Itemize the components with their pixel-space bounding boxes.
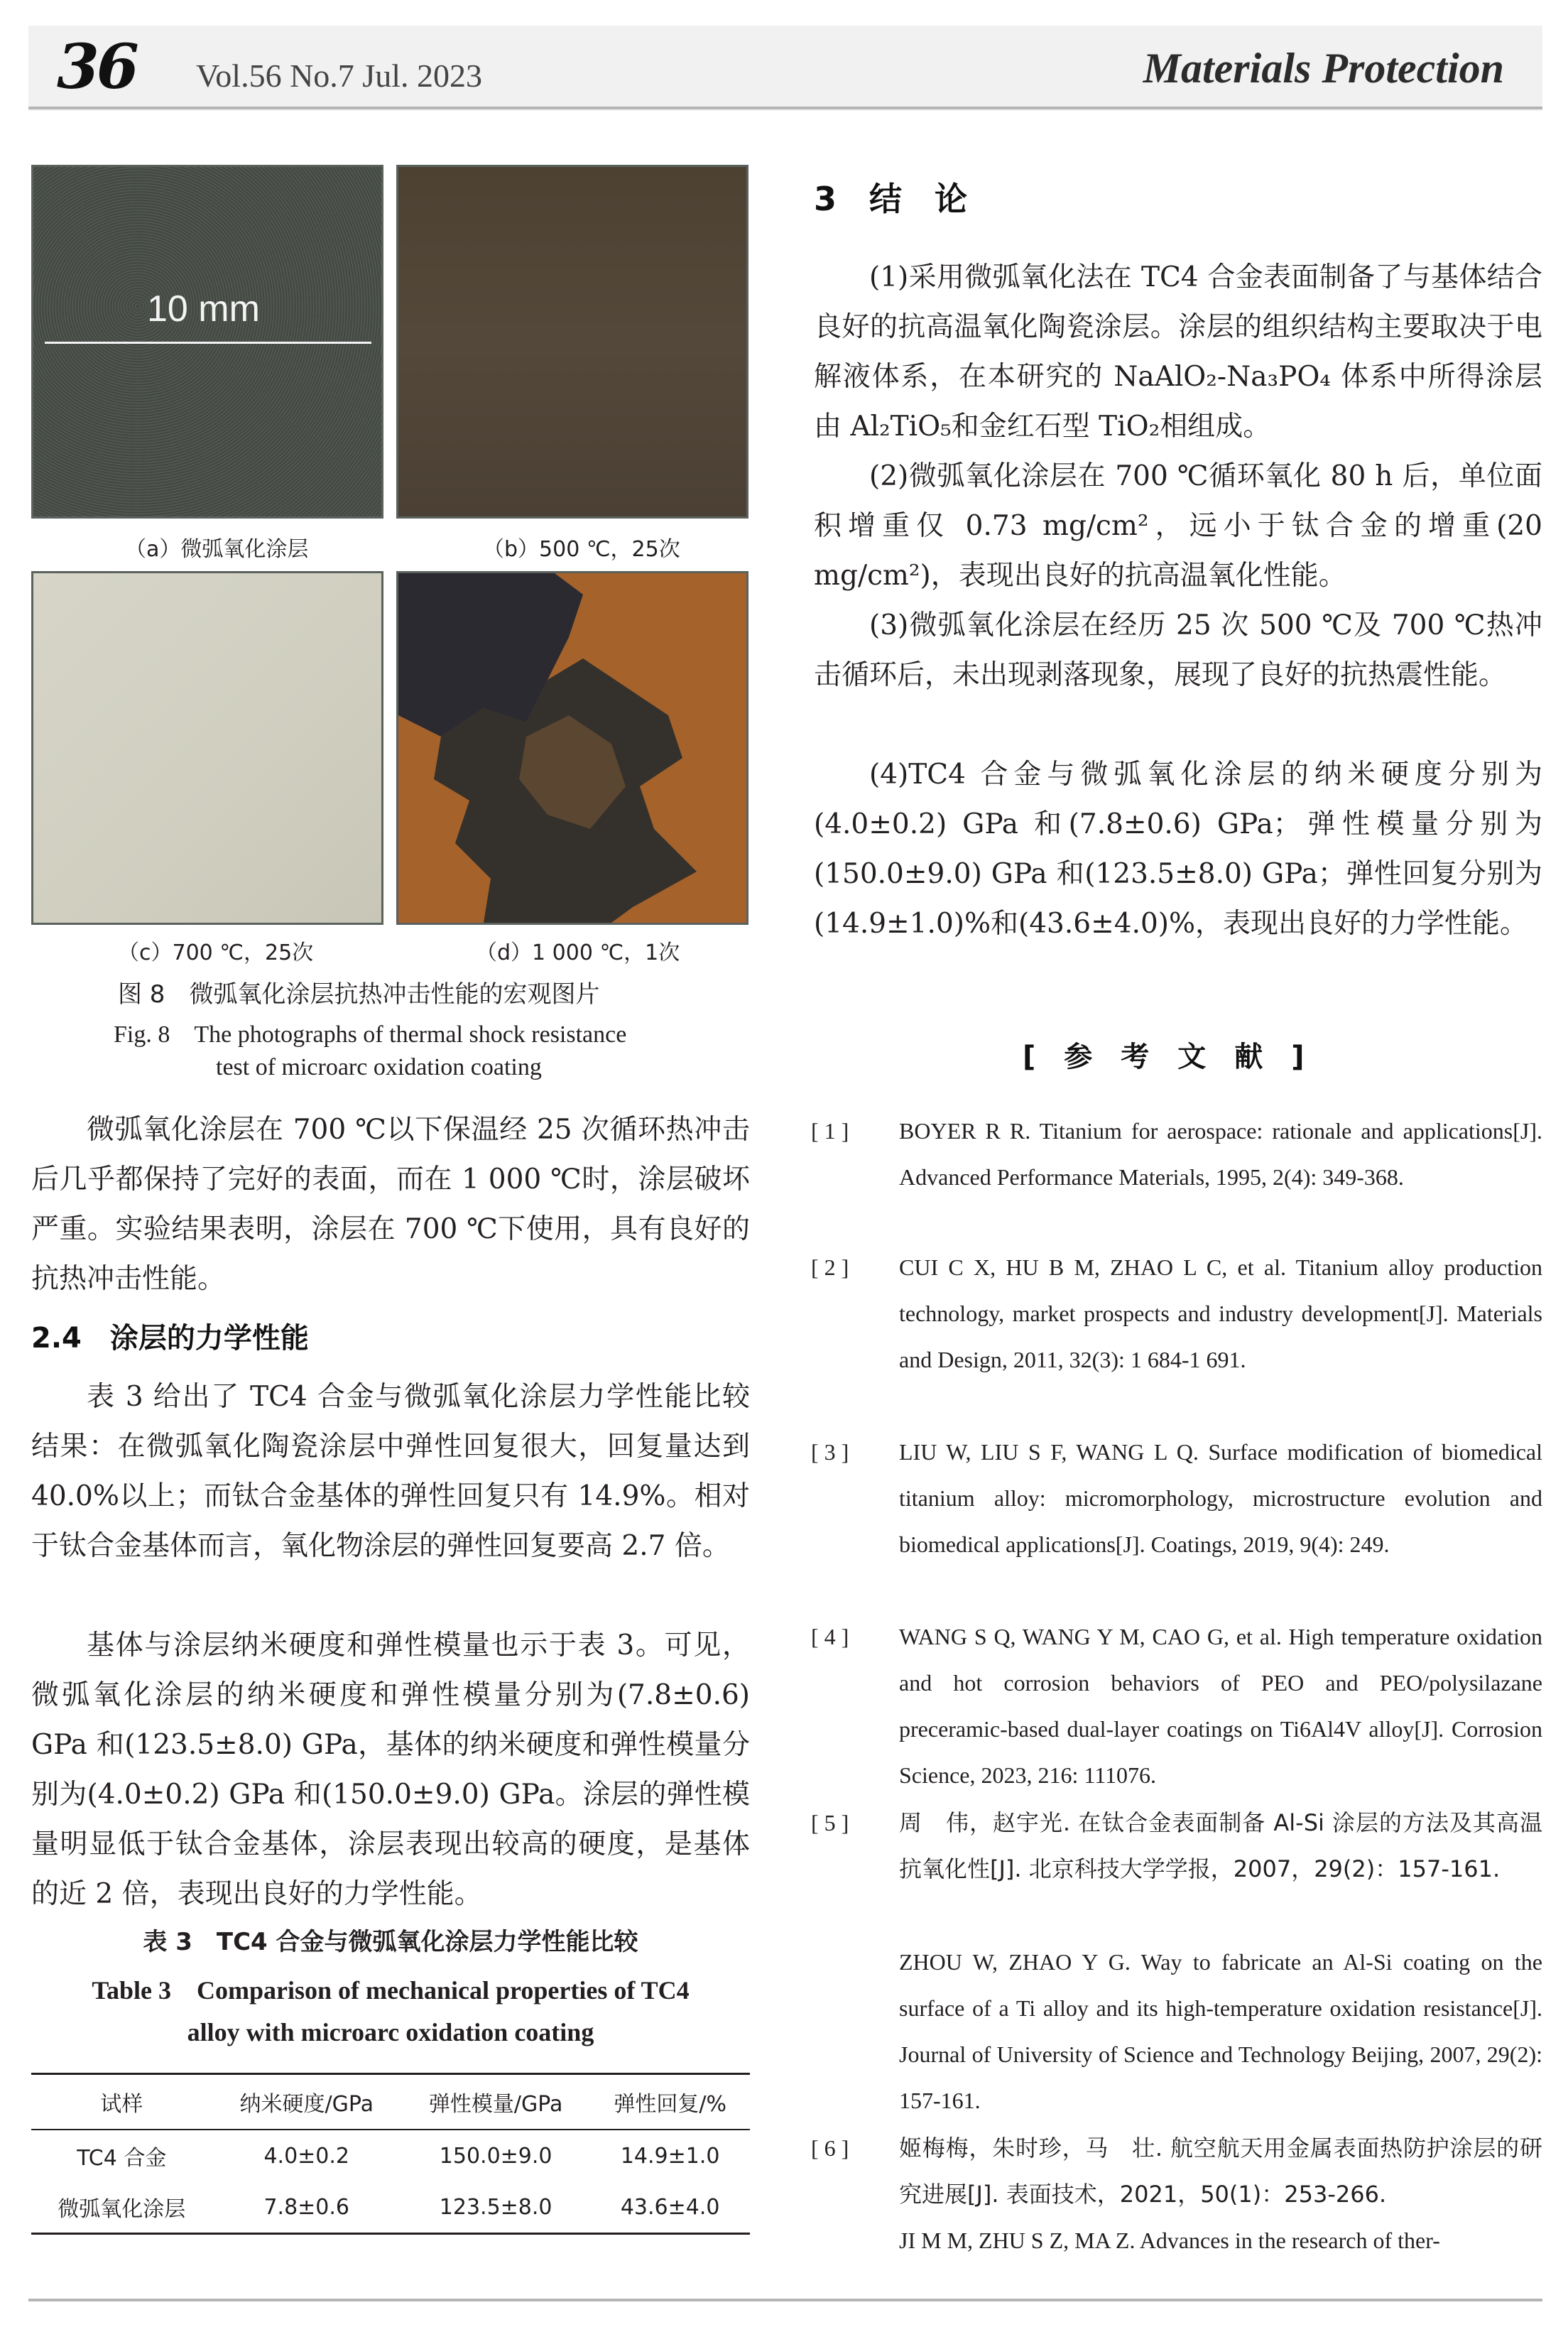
reference-number: [ 2 ] <box>811 1254 849 1280</box>
table-cell: 43.6±4.0 <box>590 2181 750 2234</box>
subcaption-a: （a）微弧氧化涂层 <box>125 537 309 562</box>
figure-caption-en-1: Fig. 8 The photographs of thermal shock resistance <box>114 1021 627 1048</box>
table-cell: 123.5±8.0 <box>401 2181 590 2234</box>
column-header: 纳米硬度/GPa <box>212 2074 401 2130</box>
reference-text: WANG S Q, WANG Y M, CAO G, et al. High temperature oxidation and hot corrosion behaviors of PEO and PEO/polysilazane preceramic-based dual-layer coatings on Ti6Al4V alloy[J]. Corrosion Science, 2023, 216: 111076. <box>899 1624 1542 1788</box>
footer-rule <box>28 2299 1542 2301</box>
reference-text-en: JI M M, ZHU S Z, MA Z. Advances in the research of ther- <box>899 2228 1440 2253</box>
references-heading: [ 参 考 文 献 ] <box>1023 1041 1305 1073</box>
reference-text: LIU W, LIU S F, WANG L Q. Surface modification of biomedical titanium alloy: micromorphology, microstructure evolution and biomedical applications[J]. Coatings, 2019, 9(4): 249. <box>899 1439 1542 1557</box>
table-header-row <box>31 2074 750 2130</box>
table-row <box>31 2130 750 2181</box>
photo-700c <box>31 571 383 925</box>
mechanical-properties-table <box>31 2073 750 2235</box>
header-rule <box>28 107 1542 109</box>
reference-text: CUI C X, HU B M, ZHAO L C, et al. Titanium alloy production technology, market prospects and industry development[J]. Materials and Design, 2011, 32(3): 1 684-1 691. <box>899 1254 1542 1372</box>
table-cell: 7.8±0.6 <box>212 2181 401 2234</box>
photo-500c <box>396 165 748 519</box>
table-cell: 150.0±9.0 <box>439 2143 552 2169</box>
table-cell: 4.0±0.2 <box>263 2143 350 2169</box>
journal-name: Materials Protection <box>1143 45 1504 92</box>
conclusion-item: (2)微弧氧化涂层在 700 ℃循环氧化 80 h 后，单位面积增重仅 0.73 mg/cm²，远小于钛合金的增重(20 mg/cm²)，表现出良好的抗高温氧化性能。 <box>814 460 1542 592</box>
paragraph: 表 3 给出了 TC4 合金与微弧氧化涂层力学性能比较结果：在微弧氧化陶瓷涂层中弹性回复很大，回复量达到 40.0%以上；而钛合金基体的弹性回复只有 14.9%。相对于钛合金基体而言，氧化物涂层的弹性回复要高 2.7 倍。 <box>31 1381 750 1562</box>
reference-text: BOYER R R. Titanium for aerospace: rationale and applications[J]. Advanced Performance Materials, 1995, 2(4): 349-368. <box>899 1118 1542 1190</box>
reference-number: [ 5 ] <box>811 1810 849 1835</box>
figure-caption-cn: 图 8 微弧氧化涂层抗热冲击性能的宏观图片 <box>118 980 600 1009</box>
table-cell: 微弧氧化涂层 <box>31 2181 212 2234</box>
reference-text: 姬梅梅，朱时珍，马 壮. 航空航天用金属表面热防护涂层的研究进展[J]. 表面技术，2021，50(1)：253-266. <box>899 2135 1542 2208</box>
column-header: 试样 <box>31 2074 212 2130</box>
scale-bar-label: 10 mm <box>147 288 260 330</box>
table-row <box>31 2181 750 2234</box>
table-caption-en-1: Table 3 Comparison of mechanical properties of TC4 <box>92 1976 690 2005</box>
paragraph: 微弧氧化涂层在 700 ℃以下保温经 25 次循环热冲击后几乎都保持了完好的表面，而在 1 000 ℃时，涂层破坏严重。实验结果表明，涂层在 700 ℃下使用，具有良好的抗热冲击性能。 <box>31 1114 750 1295</box>
issue-info: Vol.56 No.7 Jul. 2023 <box>196 58 482 94</box>
subcaption-d: （d）1 000 ℃，1次 <box>476 940 680 965</box>
table-cell: TC4 合金 <box>77 2146 167 2171</box>
subcaption-b: （b）500 ℃，25次 <box>483 537 680 562</box>
photo-1000c <box>396 571 748 925</box>
scale-bar <box>45 342 371 344</box>
reference-number: [ 3 ] <box>811 1439 849 1465</box>
paragraph: 基体与涂层纳米硬度和弹性模量也示于表 3。可见，微弧氧化涂层的纳米硬度和弹性模量分别为(7.8±0.6) GPa 和(123.5±8.0) GPa，基体的纳米硬度和弹性模量分别为(4.0±0.2) GPa 和(150.0±9.0) GPa。涂层的弹性模量明显低于钛合金基体，涂层表现出较高的硬度，是基体的近 2 倍，表现出良好的力学性能。 <box>31 1629 750 1910</box>
section-heading: 2.4 涂层的力学性能 <box>31 1322 309 1355</box>
spalled-region <box>398 573 746 923</box>
reference-text: 周 伟，赵宇光. 在钛合金表面制备 Al-Si 涂层的方法及其高温抗氧化性[J]. 北京科技大学学报，2007，29(2)：157-161. <box>899 1809 1542 1882</box>
conclusion-heading: 3 结 论 <box>814 180 968 218</box>
reference-text-en: ZHOU W, ZHAO Y G. Way to fabricate an Al-Si coating on the surface of a Ti alloy and its high-temperature oxidation resistance[J]. Journal of University of Science and Technology Beijing, 2007, 29(2): 157-161. <box>899 1949 1542 2113</box>
column-header: 弹性模量/GPa <box>401 2074 590 2130</box>
column-header: 弹性回复/% <box>590 2074 750 2130</box>
conclusion-item: (1)采用微弧氧化法在 TC4 合金表面制备了与基体结合良好的抗高温氧化陶瓷涂层。涂层的组织结构主要取决于电解液体系，在本研究的 NaAlO₂-Na₃PO₄ 体系中所得涂层由 Al₂TiO₅和金红石型 TiO₂相组成。 <box>814 261 1542 443</box>
reference-number: [ 4 ] <box>811 1624 849 1649</box>
table-cell: 14.9±1.0 <box>620 2143 720 2169</box>
reference-number: [ 1 ] <box>811 1118 849 1144</box>
page-number: 36 <box>57 31 136 103</box>
table-caption-cn: 表 3 TC4 合金与微弧氧化涂层力学性能比较 <box>143 1928 638 1956</box>
conclusion-item: (3)微弧氧化涂层在经历 25 次 500 ℃及 700 ℃热冲击循环后，未出现剥落现象，展现了良好的抗热震性能。 <box>814 609 1542 691</box>
photo-coating <box>31 165 383 519</box>
table-caption-en-2: alloy with microarc oxidation coating <box>187 2018 594 2046</box>
reference-number: [ 6 ] <box>811 2135 849 2161</box>
subcaption-c: （c）700 ℃，25次 <box>118 940 314 965</box>
conclusion-item: (4)TC4 合金与微弧氧化涂层的纳米硬度分别为(4.0±0.2) GPa 和(7.8±0.6) GPa；弹性模量分别为(150.0±9.0) GPa 和(123.5±8.0) GPa；弹性回复分别为(14.9±1.0)%和(43.6±4.0)%，表现出良好的力学性能。 <box>814 759 1542 940</box>
figure-caption-en-2: test of microarc oxidation coating <box>216 1054 542 1080</box>
